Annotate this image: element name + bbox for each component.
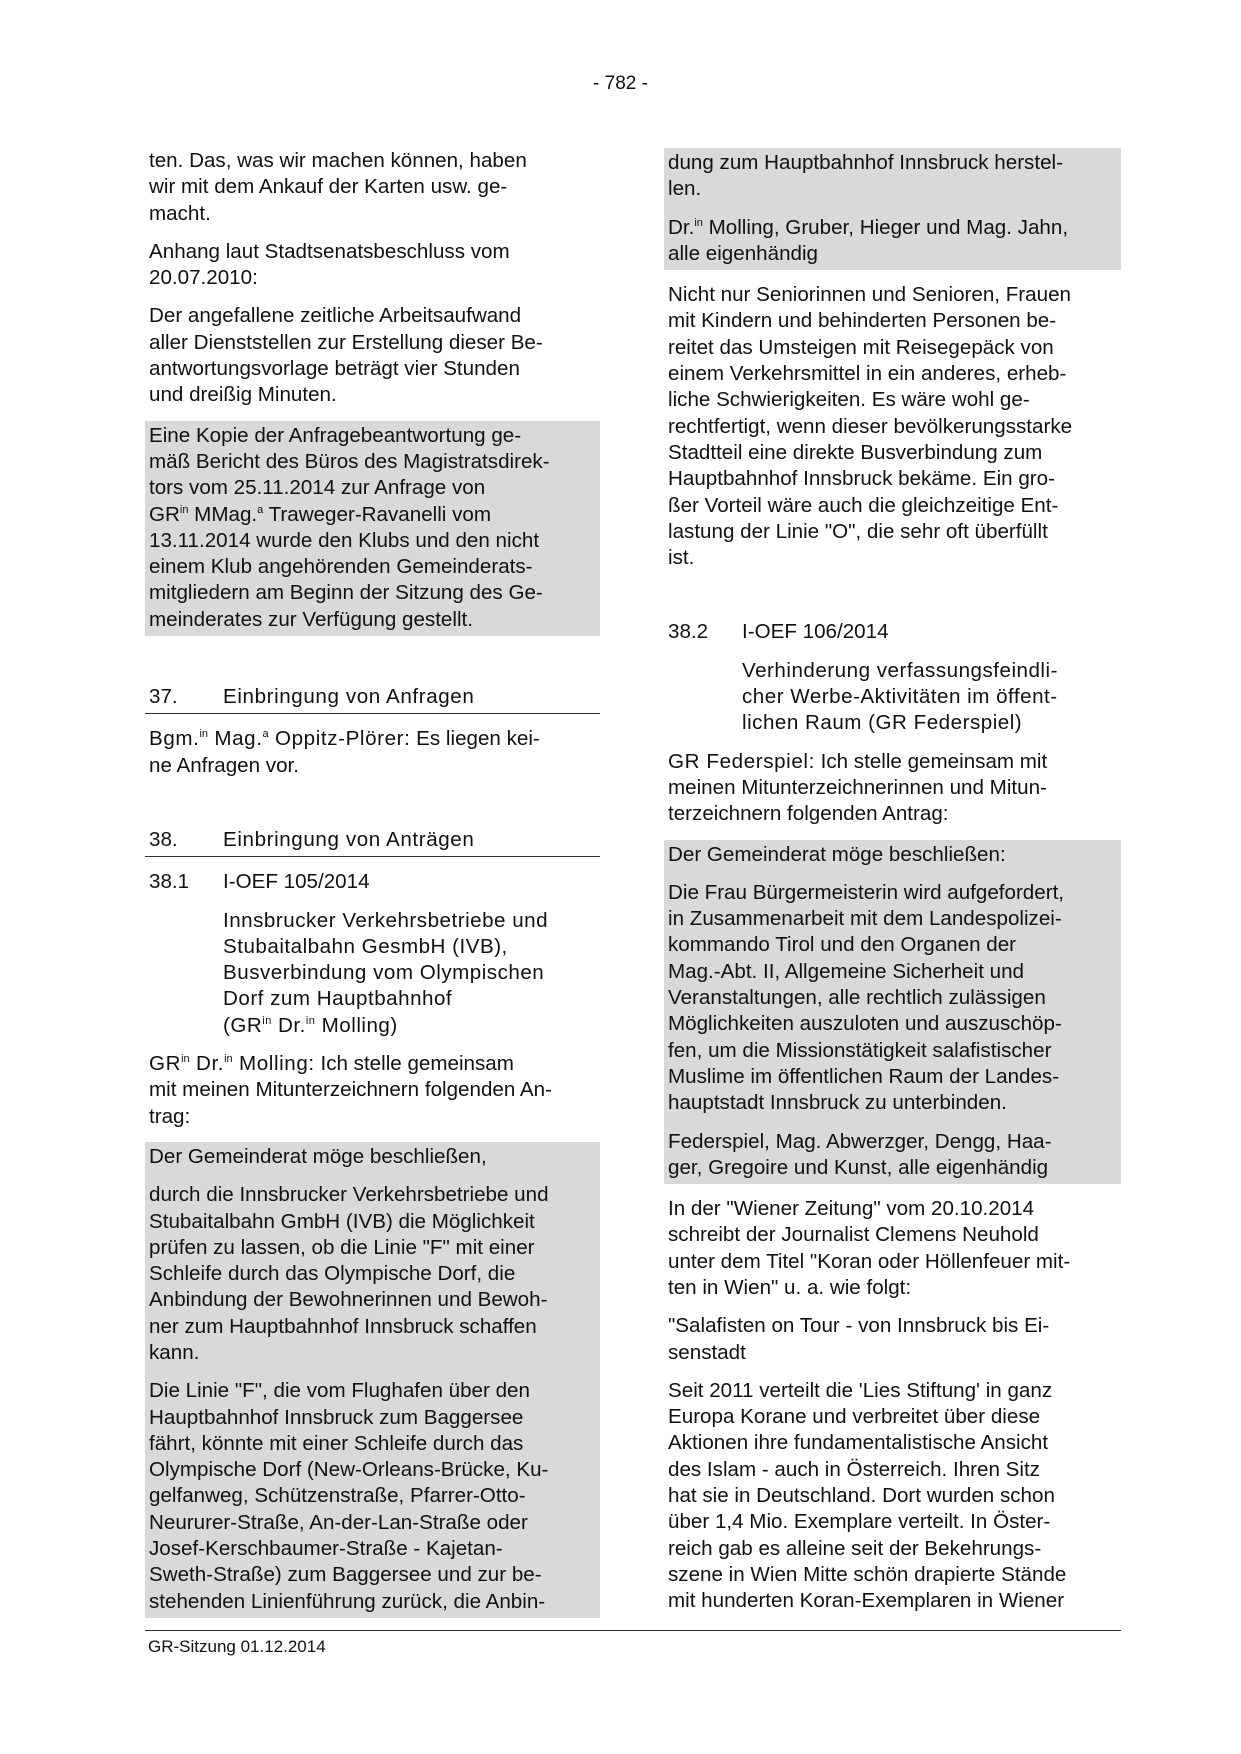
footer-session-date: GR-Sitzung 01.12.2014	[148, 1637, 326, 1656]
title-superscript: in	[224, 1053, 233, 1066]
subsection-reference: I-OEF 106/2014	[742, 620, 889, 644]
motion-box-38-1	[145, 1142, 600, 1618]
statement-text: Ich stelle gemeinsam	[314, 1052, 514, 1076]
speaker-name: Molling:	[232, 1052, 315, 1076]
signers-dr: Dr.	[668, 215, 695, 239]
subsection-38-2-heading	[664, 619, 1121, 645]
statement-molling	[145, 1051, 600, 1130]
right-column	[664, 148, 1121, 1615]
subsection-title: Verhinderung verfassungsfeindli- cher Werbe-Aktivitäten im öffent- lichen Raum (GR Federspiel)	[742, 658, 1058, 735]
subsection-title-text: Innsbrucker Verkehrsbetriebe und Stubaitalbahn GesmbH (IVB), Busverbindung vom Olympischen Dorf zum Hauptbahnhof	[223, 908, 549, 1011]
title-superscript: in	[181, 1053, 190, 1066]
motion-box-38-1-continued	[664, 148, 1121, 270]
motion-signers: Federspiel, Mag. Abwerzger, Dengg, Haa- ger, Gregoire und Kunst, alle eigenhändig	[668, 1129, 1052, 1179]
motion-reason: Die Linie "F", die vom Flughafen über den Hauptbahnhof Innsbruck zum Baggersee fährt, könnte mit einer Schleife durch das Olympische Dorf (New-Orleans-Brücke, Ku- gelfanweg, Schützenstraße, Pfarrer-Otto- Neururer-Straße, An-der-Lan-Straße oder Josef-Kerschbaumer-Straße - Kajetan- Sweth-Straße) zum Baggersee und zur be- stehenden Linienführung zurück, die Anbin-	[149, 1379, 549, 1613]
paragraph-seniors: Nicht nur Seniorinnen und Senioren, Frauen mit Kindern und behinderten Personen be- reitet das Umsteigen mit Reisegepäck von einem Verkehrsmittel in ein anderes, erheb- liche Schwierigkeiten. Es wäre wohl ge- rechtfertigt, wenn dieser bevölkerungsstarke Stadtteil eine direkte Busverbindung zum Hauptbahnhof Innsbruck bekäme. Ein gro- ßer Vorteil wäre auch die gleichzeitige Ent- lastung der Linie "O", die sehr oft überfüllt ist.	[668, 283, 1073, 570]
section-title: Einbringung von Anfragen	[223, 685, 475, 709]
title-superscript: in	[694, 216, 703, 229]
title-superscript: in	[199, 728, 209, 741]
subsection-reference: I-OEF 105/2014	[223, 870, 370, 894]
statement-text: meinen Mitunterzeichnerinnen und Mitun- terzeichnern folgenden Antrag:	[668, 775, 1047, 826]
subsection-number: 38.1	[149, 870, 190, 894]
title-superscript: in	[179, 503, 189, 516]
subsection-title-name: Molling)	[315, 1013, 398, 1037]
motion-intro: Der Gemeinderat möge beschließen,	[149, 1144, 487, 1168]
page-number: - 782 -	[593, 73, 648, 94]
motion-body: durch die Innsbrucker Verkehrsbetriebe und Stubaitalbahn GmbH (IVB) die Möglichkeit prüfen zu lassen, ob die Linie "F" mit einer Schleife durch das Olympische Dorf, die Anbindung der Bewohnerinnen und Bewoh- ner zum Hauptbahnhof Innsbruck schaffen kann.	[149, 1183, 549, 1364]
speaker-mag: Mag.	[208, 727, 263, 751]
statement-text: mit meinen Mitunterzeichnern folgenden An- trag:	[149, 1078, 552, 1128]
section-38-heading	[145, 827, 600, 857]
section-number: 38.	[149, 827, 178, 851]
subsection-title	[223, 908, 600, 1039]
section-number: 37.	[149, 685, 178, 709]
title-superscript: in	[262, 1014, 272, 1027]
paragraph-workload: Der angefallene zeitliche Arbeitsaufwand aller Dienststellen zur Erstellung dieser Be- antwortungsvorlage beträgt vier Stunden und dreißig Minuten.	[149, 304, 543, 407]
copy-notice-line: tors vom 25.11.2014 zur Anfrage von	[149, 476, 486, 500]
title-superscript: a	[257, 503, 264, 516]
section-title: Einbringung von Anträgen	[223, 827, 475, 851]
subsection-38-1-heading	[145, 869, 600, 895]
left-column	[145, 148, 600, 1618]
statement-federspiel	[664, 749, 1121, 828]
motion-signers	[664, 203, 1121, 271]
motion-intro: Der Gemeinderat möge beschließen:	[668, 842, 1006, 866]
statement-text: ne Anfragen vor.	[149, 753, 299, 777]
signers-text: alle eigenhändig	[668, 241, 819, 265]
signers-text: Molling, Gruber, Hieger und Mag. Jahn,	[702, 215, 1069, 239]
motion-reason-continued: dung zum Hauptbahnhof Innsbruck herstel- len.	[668, 151, 1063, 201]
subsection-title-dr: Dr.	[271, 1013, 306, 1037]
speaker-name: Oppitz-Plörer:	[268, 727, 411, 751]
subsection-title-gr: (GR	[223, 1013, 263, 1037]
statement-text: Es liegen kei-	[410, 727, 540, 751]
paragraph-appendix: Anhang laut Stadtsenatsbeschluss vom 20.07.2010:	[149, 239, 510, 290]
footer-divider	[145, 1630, 1121, 1631]
paragraph-lies-stiftung: Seit 2011 verteilt die 'Lies Stiftung' in ganz Europa Korane und verbreitet über diese Aktionen ihre fundamentalistische Ansicht des Islam - auch in Österreich. Ihren Sitz hat sie in Deutschland. Dort wurden schon über 1,4 Mio. Exemplare verteilt. In Öster- reich gab es alleine seit der Bekehrungs- szene in Wien Mitte schön drapierte Stände mit hunderten Koran-Exemplaren in Wiener	[668, 1378, 1067, 1613]
statement-text: Ich stelle gemeinsam mit	[814, 749, 1048, 773]
copy-notice-mmag: MMag.	[188, 502, 258, 526]
paragraph-wiener-zeitung: In der "Wiener Zeitung" vom 20.10.2014 schreibt der Journalist Clemens Neuhold unter dem Titel "Koran oder Höllenfeuer mit- ten in Wien" u. a. wie folgt:	[668, 1197, 1071, 1299]
statement-no-inquiries	[145, 726, 600, 779]
copy-notice-line: mäß Bericht des Büros des Magistratsdirek-	[149, 449, 550, 473]
copy-notice-name: Traweger-Ravanelli vom	[263, 502, 492, 526]
title-superscript: in	[305, 1014, 316, 1027]
copy-notice-rest: 13.11.2014 wurde den Klubs und den nicht einem Klub angehörenden Gemeinderats- mitgliedern am Beginn der Sitzung des Ge- meinderates zur Verfügung gestellt.	[149, 528, 543, 631]
title-superscript: a	[262, 728, 269, 741]
paragraph-cards-purchase: ten. Das, was wir machen können, haben wir mit dem Ankauf der Karten usw. ge- macht.	[149, 149, 527, 225]
speaker-gr: GR	[149, 1052, 182, 1076]
speaker-name: GR Federspiel:	[668, 749, 815, 773]
motion-body: Die Frau Bürgermeisterin wird aufgefordert, in Zusammenarbeit mit dem Landespolizei- kommando Tirol und den Organen der Mag.-Abt. II, Allgemeine Sicherheit und Veranstaltungen, alle rechtlich zulässigen Möglichkeiten auszuloten und auszuschöp- fen, um die Missionstätigkeit salafistischer Muslime im öffentlichen Raum der Landes- hauptstadt Innsbruck zu unterbinden.	[668, 880, 1065, 1115]
speaker-bgm: Bgm.	[149, 727, 200, 751]
motion-box-38-2	[664, 840, 1121, 1185]
subsection-number: 38.2	[668, 620, 709, 644]
copy-notice-box	[145, 421, 600, 636]
copy-notice-gr: GR	[149, 502, 180, 526]
speaker-dr: Dr.	[189, 1052, 225, 1076]
section-37-heading	[145, 684, 600, 714]
paragraph-quote-title: "Salafisten on Tour - von Innsbruck bis Ei- senstadt	[668, 1314, 1050, 1364]
copy-notice-line: Eine Kopie der Anfragebeantwortung ge-	[149, 423, 522, 447]
